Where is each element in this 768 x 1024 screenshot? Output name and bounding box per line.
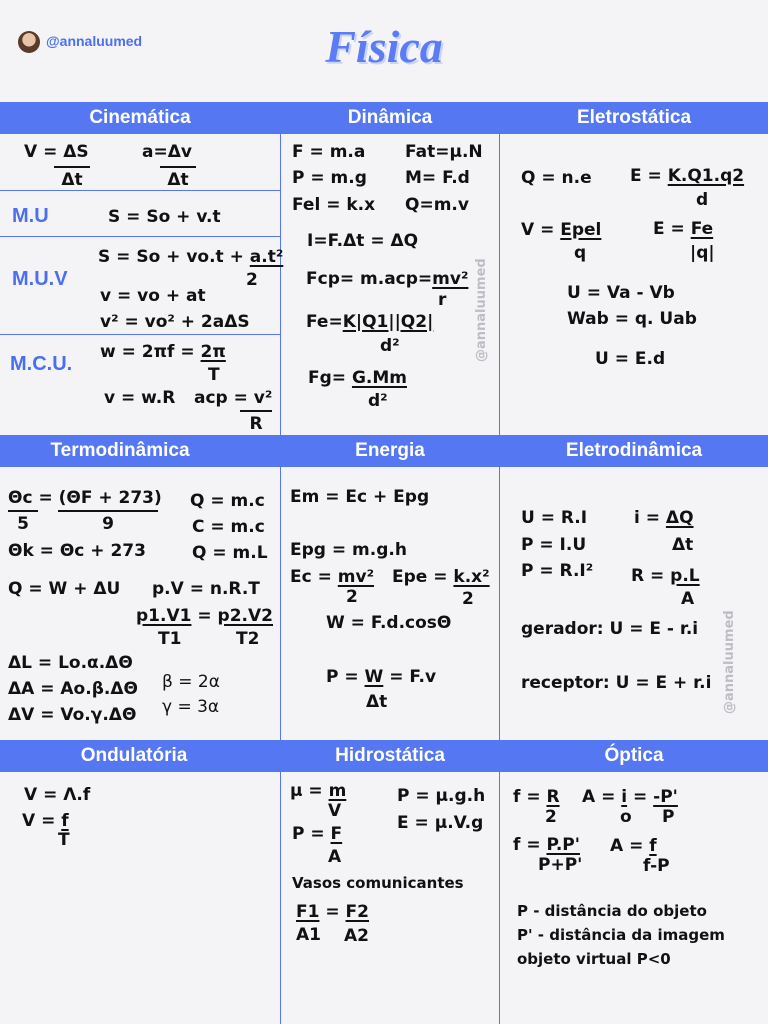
page-title: Física — [325, 21, 443, 72]
label-mu: M.U — [12, 205, 49, 227]
formula-velocity: V = ΔS — [24, 142, 89, 162]
formula-magnification-focal-den: f-P — [643, 856, 670, 876]
formula-wave-period-den: T — [58, 830, 70, 850]
formula-torricelli: v² = vo² + 2aΔS — [100, 312, 250, 332]
formula-buoyancy: E = μ.V.g — [397, 813, 484, 833]
section-title-termodinamica: Termodinâmica — [50, 440, 190, 461]
formula-mechanical-energy: Em = Ec + Epg — [290, 487, 430, 507]
divider — [280, 134, 281, 435]
divider — [499, 772, 500, 1024]
section-title-eletrostatica: Eletrostática — [576, 107, 692, 128]
formula-focal-den: 2 — [545, 807, 557, 827]
formula-elastic-energy: Epe = k.x² — [392, 567, 490, 587]
formula-voltage: U = Va - Vb — [567, 283, 675, 303]
formula-gravitation-den: d² — [368, 391, 388, 411]
note-object-distance: P - distância do objeto — [517, 902, 707, 920]
formula-mcu-velocity: v = w.R — [104, 388, 176, 408]
formula-generator: gerador: U = E - r.i — [521, 619, 699, 639]
formula-weight: P = m.g — [292, 168, 367, 188]
section-title-cinematica: Cinemática — [89, 107, 191, 128]
formula-focal: f = R — [513, 787, 560, 807]
formula-centripetal: Fcp= m.acp=mv² — [306, 269, 469, 289]
formula-field-force-den: |q| — [690, 243, 715, 263]
formula-field-coulomb: E = K.Q1.q2 — [630, 166, 745, 186]
formula-kelvin: Θk = Θc + 273 — [8, 541, 146, 561]
formula-newton: F = m.a — [292, 142, 366, 162]
section-header-row-1 — [0, 102, 768, 134]
formula-power-den: Δt — [366, 692, 388, 712]
formula-impulse: I=F.Δt = ΔQ — [307, 231, 419, 251]
section-title-dinamica: Dinâmica — [347, 107, 433, 128]
formula-mcu-acp: acp = v² — [194, 388, 273, 408]
formula-linear-dilation: ΔL = Lo.α.ΔΘ — [8, 653, 133, 673]
divider — [280, 772, 281, 1024]
formula-density: μ = m — [290, 781, 347, 801]
formula-mcu-acp-den: R — [240, 410, 272, 434]
divider — [499, 134, 500, 435]
formula-gauss: f = P.P' — [513, 835, 580, 855]
section-title-energia: Energia — [355, 440, 425, 461]
formula-potential-energy: Epg = m.g.h — [290, 540, 407, 560]
formula-acceleration: a=Δv — [142, 142, 192, 162]
formula-pascal-a2: A2 — [344, 926, 369, 946]
watermark: @annaluumed — [722, 610, 737, 714]
formula-ohm: U = R.I — [521, 508, 588, 528]
formula-celsius: Θc = (ΘF + 273) — [8, 488, 162, 508]
formula-potential: V = Epel — [521, 220, 602, 240]
formula-magnification-focal: A = f — [610, 836, 657, 856]
formula-magnification-p: P — [662, 807, 675, 827]
divider — [0, 190, 280, 191]
section-title-optica: Óptica — [604, 745, 664, 766]
formula-power: P = W = F.v — [326, 667, 437, 687]
label-vasos-comunicantes: Vasos comunicantes — [292, 874, 464, 892]
formula-volume-dilation: ΔV = Vo.γ.ΔΘ — [8, 705, 137, 725]
watermark: @annaluumed — [474, 258, 489, 362]
formula-coulomb-den: d² — [380, 336, 400, 356]
formula-muv-velocity: v = vo + at — [100, 286, 206, 306]
formula-electric-power: P = I.U — [521, 535, 587, 555]
formula-stevin: P = μ.g.h — [397, 786, 486, 806]
formula-voltage-field: U = E.d — [595, 349, 666, 369]
label-muv: M.U.V — [12, 268, 68, 290]
formula-potential-den: q — [574, 243, 587, 263]
formula-velocity-den: Δt — [54, 166, 90, 190]
formula-receptor: receptor: U = E + r.i — [521, 673, 712, 693]
formula-density-den: V — [328, 801, 342, 821]
formula-first-law: Q = W + ΔU — [8, 579, 121, 599]
formula-field-coulomb-den: d — [696, 190, 709, 210]
section-title-hidrostatica: Hidrostática — [335, 745, 445, 766]
formula-wave-speed: V = Λ.f — [24, 785, 91, 805]
divider — [0, 236, 280, 237]
formula-elastic-energy-den: 2 — [462, 589, 474, 609]
formula-magnification: A = i = -P' — [582, 787, 678, 807]
formula-pressure: P = F — [292, 824, 343, 844]
formula-pressure-den: A — [328, 847, 342, 867]
formula-muv-position-den: 2 — [246, 270, 258, 290]
formula-muv-position: S = So + vo.t + a.t² — [98, 247, 284, 267]
formula-current: i = ΔQ — [634, 508, 694, 528]
formula-gravitation: Fg= G.Mm — [308, 368, 407, 388]
formula-gas-law-t1: T1 — [158, 629, 182, 649]
formula-resistance: R = p.L — [631, 566, 700, 586]
formula-current-den: Δt — [672, 535, 694, 555]
section-header-row-2 — [0, 435, 768, 467]
note-image-distance: P' - distância da imagem — [517, 926, 725, 944]
formula-charge: Q = n.e — [521, 168, 592, 188]
formula-gauss-den: P+P' — [538, 855, 583, 875]
formula-magnification-o: o — [620, 807, 632, 827]
formula-clapeyron: p.V = n.R.T — [152, 579, 260, 599]
formula-heat-sensible: Q = m.c — [190, 491, 265, 511]
formula-celsius-den-9: 9 — [58, 510, 158, 534]
formula-joule: P = R.I² — [521, 561, 594, 581]
formula-friction: Fat=μ.N — [405, 142, 483, 162]
formula-mu: S = So + v.t — [108, 207, 221, 227]
formula-celsius-den-5: 5 — [8, 510, 38, 534]
divider — [499, 467, 500, 740]
formula-centripetal-den: r — [438, 290, 447, 310]
divider — [280, 467, 281, 740]
formula-pascal-a1: A1 — [296, 925, 321, 945]
formula-work-energy: W = F.d.cosΘ — [326, 613, 452, 633]
section-title-eletrodinamica: Eletrodinâmica — [565, 440, 703, 461]
formula-gamma: γ = 3α — [162, 697, 220, 717]
formula-kinetic-energy: Ec = mv² — [290, 567, 375, 587]
formula-pascal: F1 = F2 — [296, 902, 369, 922]
formula-gas-law-t2: T2 — [236, 629, 260, 649]
section-header-row-3 — [0, 740, 768, 772]
formula-acceleration-den: Δt — [160, 166, 196, 190]
formula-gas-law: p1.V1 = p2.V2 — [136, 606, 273, 626]
label-mcu: M.C.U. — [10, 353, 73, 375]
divider — [0, 334, 280, 335]
formula-mcu-angular-den: T — [208, 365, 220, 385]
formula-work: Wab = q. Uab — [567, 309, 697, 329]
note-virtual-object: objeto virtual P<0 — [517, 950, 671, 968]
formula-elastic: Fel = k.x — [292, 195, 376, 215]
formula-coulomb: Fe=K|Q1||Q2| — [306, 312, 434, 332]
formula-wave-period: V = f — [22, 811, 69, 831]
formula-resistance-den: A — [681, 589, 695, 609]
formula-mcu-angular: w = 2πf = 2π — [100, 342, 226, 362]
section-title-ondulatoria: Ondulatória — [80, 745, 188, 766]
formula-capacity: C = m.c — [192, 517, 265, 537]
formula-field-force: E = Fe — [653, 219, 714, 239]
author-handle: @annaluumed — [46, 33, 143, 49]
formula-momentum: Q=m.v — [405, 195, 469, 215]
formula-moment: M= F.d — [405, 168, 470, 188]
formula-beta: β = 2α — [162, 672, 220, 692]
formula-surface-dilation: ΔA = Ao.β.ΔΘ — [8, 679, 138, 699]
formula-kinetic-energy-den: 2 — [346, 587, 358, 607]
formula-heat-latent: Q = m.L — [192, 543, 268, 563]
